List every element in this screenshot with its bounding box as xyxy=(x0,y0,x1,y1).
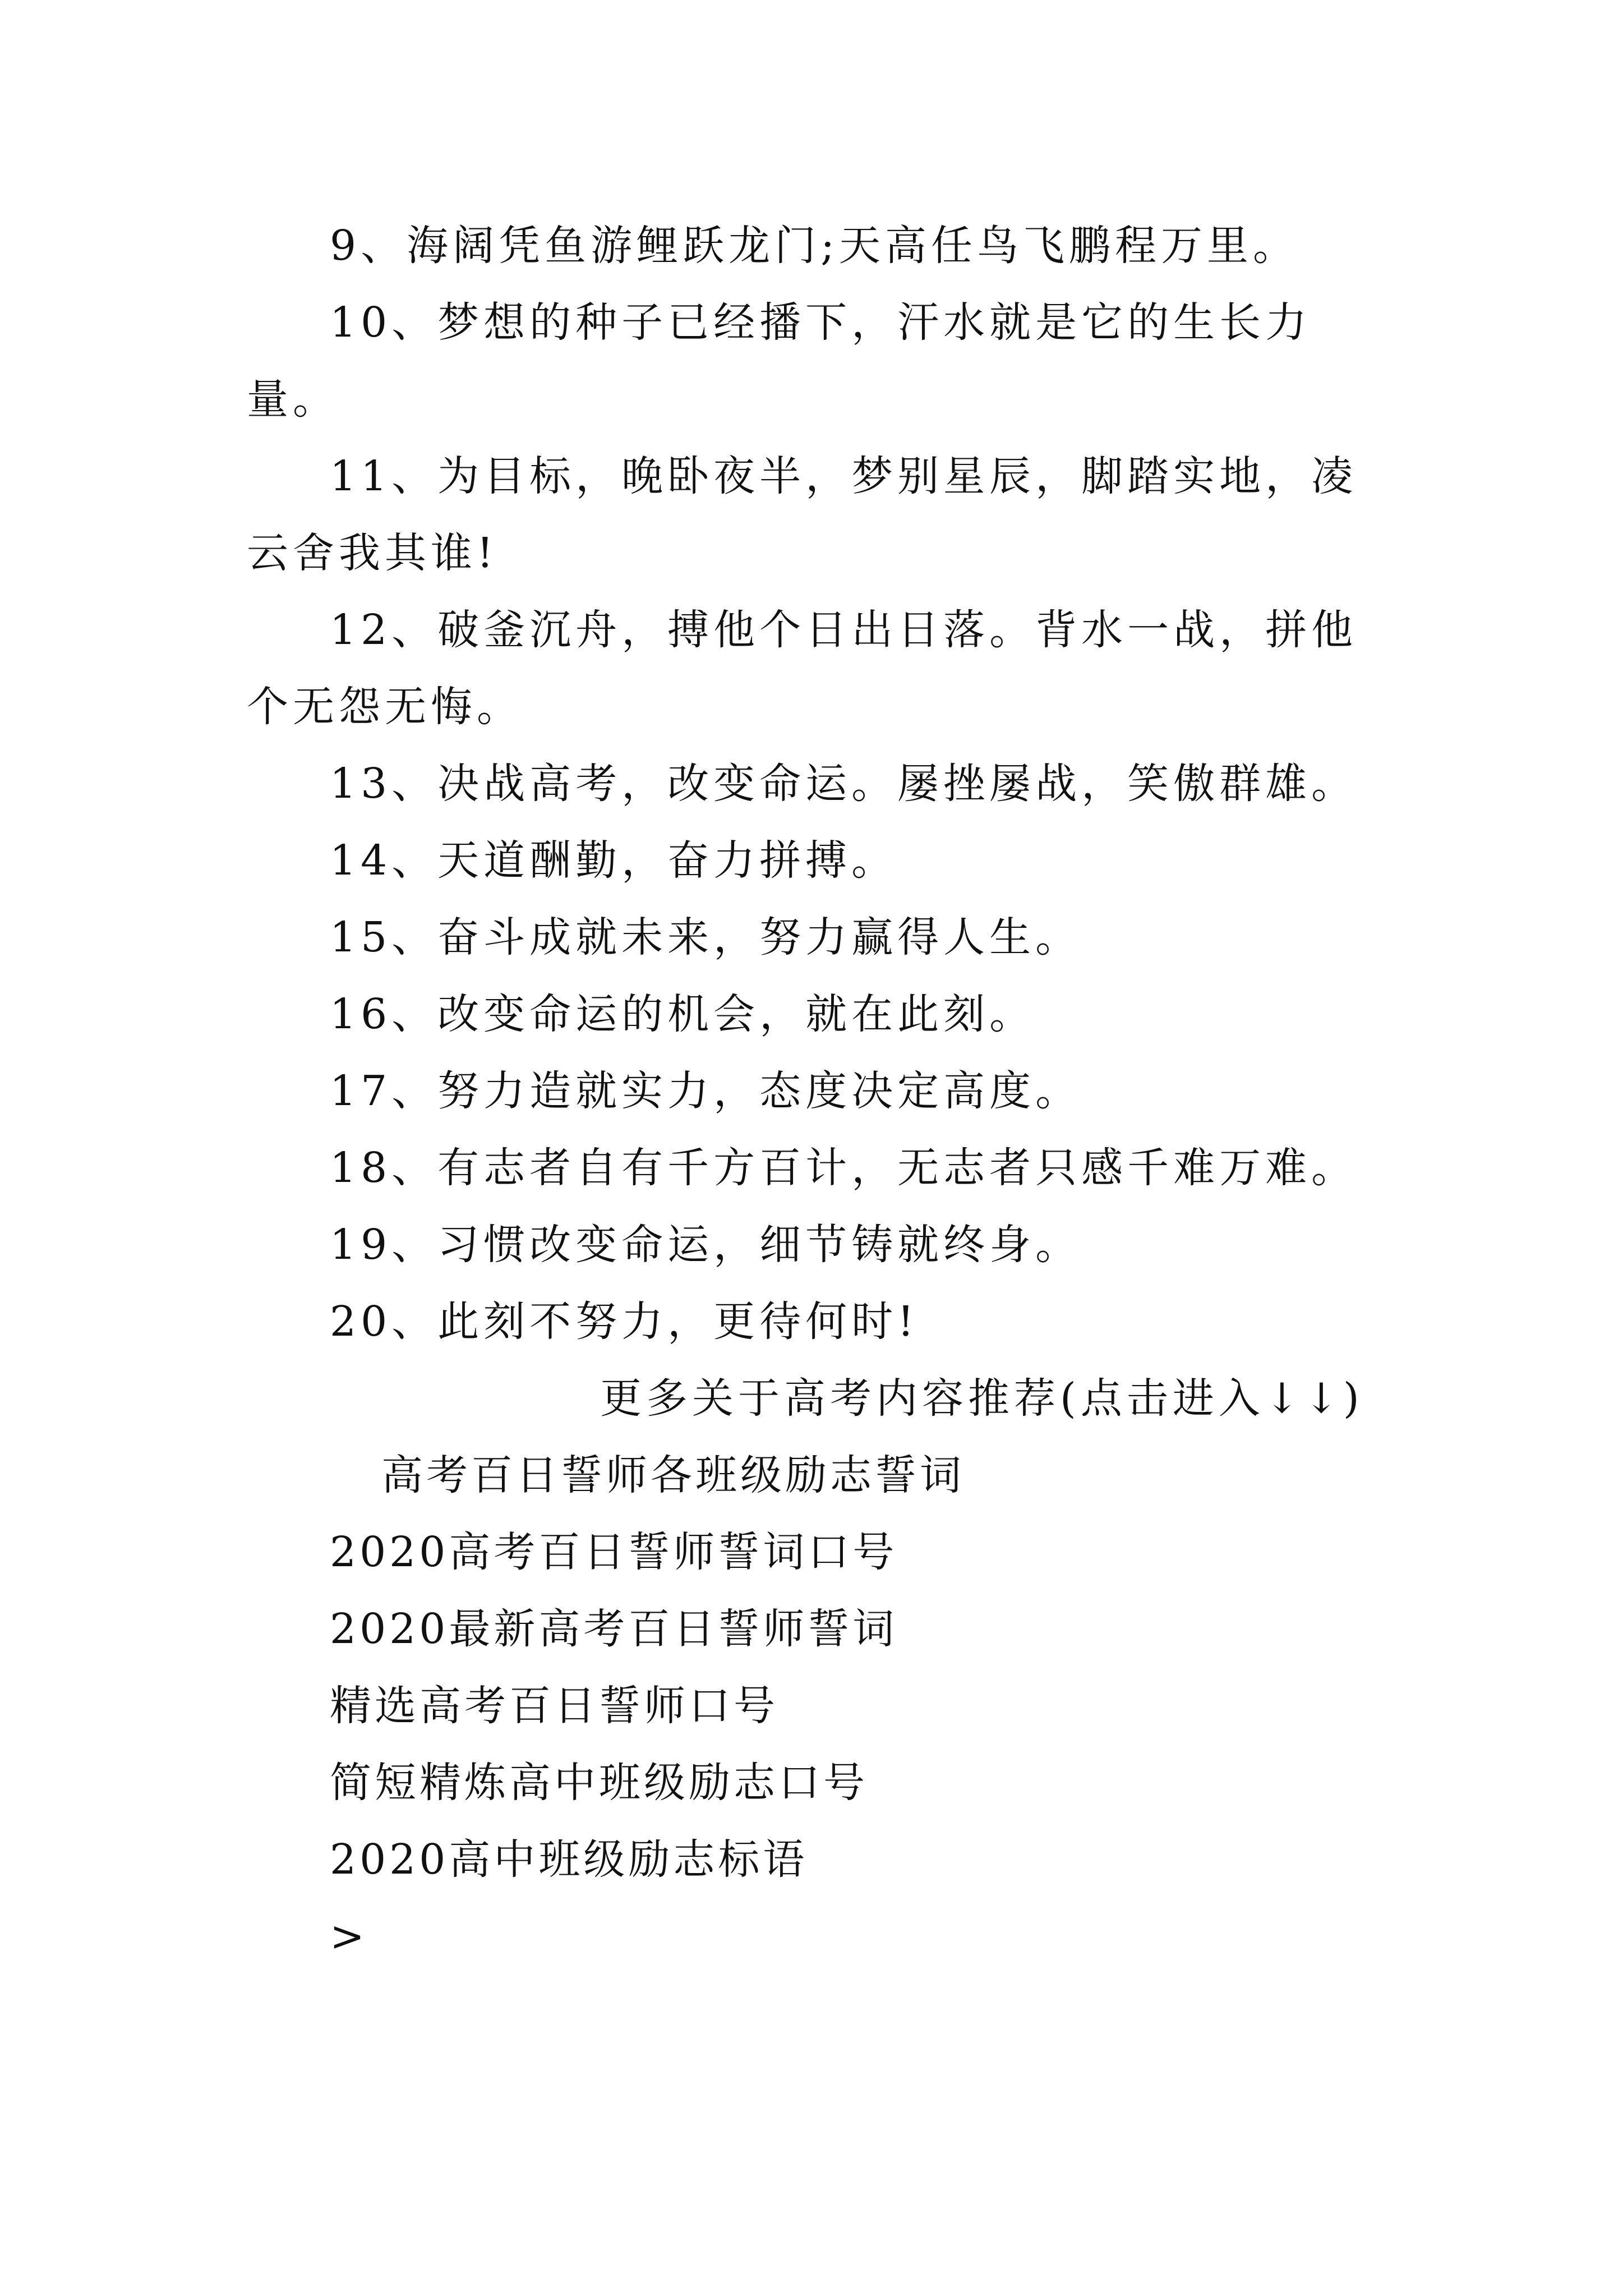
paragraph-13: 13、决战高考，改变命运。屡挫屡战，笑傲群雄。 xyxy=(330,760,1358,808)
recommend-link-3[interactable]: 2020最新高考百日誓师誓词 xyxy=(330,1605,898,1653)
paragraph-20: 20、此刻不努力，更待何时! xyxy=(330,1297,919,1346)
paragraph-12: 12、破釜沉舟，搏他个日出日落。背水一战，拼他个无怨无悔。 xyxy=(247,606,1358,731)
paragraph-17: 17、努力造就实力，态度决定高度。 xyxy=(330,1067,1082,1115)
paragraph-14: 14、天道酬勤，奋力拼搏。 xyxy=(330,836,898,885)
more-arrow-icon[interactable]: > xyxy=(330,1912,365,1961)
recommend-link-5[interactable]: 简短精炼高中班级励志口号 xyxy=(330,1759,868,1807)
recommend-title: 更多关于高考内容推荐(点击进入↓↓) xyxy=(600,1374,1364,1423)
paragraph-18: 18、有志者自有千方百计，无志者只感千难万难。 xyxy=(330,1144,1358,1192)
recommend-link-1[interactable]: 高考百日誓师各班级励志誓词 xyxy=(381,1451,965,1499)
paragraph-16: 16、改变命运的机会，就在此刻。 xyxy=(330,990,1036,1038)
paragraph-11: 11、为目标，晚卧夜半，梦别星辰，脚踏实地，凌云舍我其谁! xyxy=(247,452,1358,577)
paragraph-15: 15、奋斗成就未来，努力赢得人生。 xyxy=(330,913,1082,961)
paragraph-10: 10、梦想的种子已经播下，汗水就是它的生长力量。 xyxy=(247,298,1312,424)
document-content xyxy=(247,208,1385,1975)
paragraph-9: 9、海阔凭鱼游鲤跃龙门;天高任鸟飞鹏程万里。 xyxy=(330,222,1299,270)
recommend-link-2[interactable]: 2020高考百日誓师誓词口号 xyxy=(330,1528,898,1576)
paragraph-19: 19、习惯改变命运，细节铸就终身。 xyxy=(330,1221,1082,1269)
recommend-link-4[interactable]: 精选高考百日誓师口号 xyxy=(330,1682,778,1730)
recommend-link-6[interactable]: 2020高中班级励志标语 xyxy=(330,1835,808,1884)
